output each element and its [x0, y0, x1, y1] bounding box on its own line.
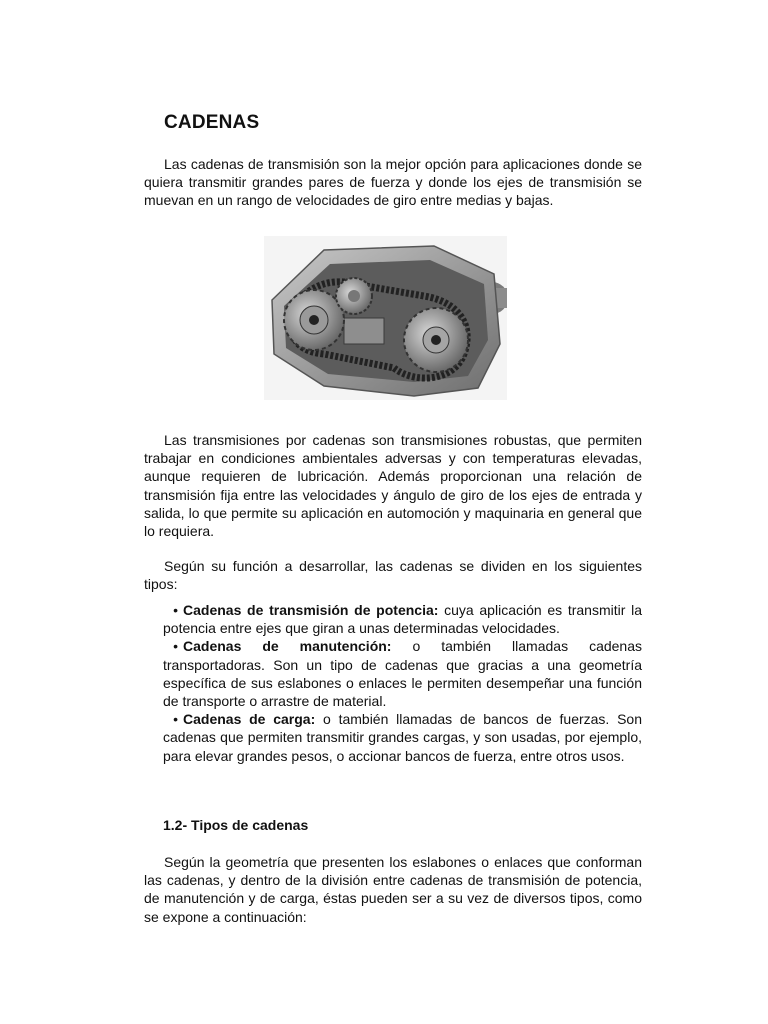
types-intro-paragraph — [144, 557, 642, 593]
types-intro-text: Según su función a desarrollar, las cadenas se dividen en los siguientes tipos: — [144, 558, 642, 593]
intro-text: Las cadenas de transmisión son la mejor opción para aplicaciones donde se quiera transmitir grandes pares de fuerza y donde los ejes de transmisión se muevan en un rango de velocidades de giro entre medias y bajas. — [144, 156, 642, 209]
list-item: • Cadenas de carga: o también llamadas de bancos de fuerzas. Son cadenas que permiten transmitir grandes cargas, y son usadas, por ejemplo, para elevar grandes pesos, o accionar bancos de fuerza, entre otros usos. — [163, 711, 642, 764]
robust-paragraph — [144, 431, 642, 540]
list-item: • Cadenas de manutención: o también llamadas cadenas transportadoras. Son un tipo de cadenas que gracias a una geometría específica de sus eslabones o enlaces le permiten desempeñar una función de transporte o arrastre de material. — [163, 638, 642, 710]
chain-types-list — [163, 601, 642, 765]
list-item: • Cadenas de transmisión de potencia: cuya aplicación es transmitir la potencia entre ejes que giran a unas determinadas velocidades. — [163, 602, 643, 637]
section-subheading: 1.2- Tipos de cadenas — [163, 817, 309, 833]
chain-transmission-image — [264, 236, 507, 400]
list-item-text: o también llamadas de bancos de fuerzas. Son cadenas que permiten transmitir grandes cargas, y son usadas, por ejemplo, para elevar grandes pesos, o accionar bancos de fuerza, entre otros usos. — [163, 711, 642, 764]
page-title: CADENAS — [164, 112, 260, 133]
geometry-paragraph — [144, 853, 642, 926]
idler-sprocket — [336, 278, 372, 314]
geometry-text: Según la geometría que presenten los eslabones o enlaces que conforman las cadenas, y dentro de la división entre cadenas de transmisión de potencia, de manutención y de carga, éstas pueden ser a su vez de diversos tipos, como se expone a continuación: — [144, 854, 642, 925]
chain-transmission-illustration — [264, 236, 507, 400]
list-item-term: Cadenas de transmisión de potencia: — [183, 602, 439, 618]
list-item-term: Cadenas de carga: — [183, 711, 316, 728]
left-sprocket — [284, 290, 344, 350]
intro-paragraph — [144, 155, 642, 210]
list-item-text: cuya aplicación es transmitir la potencia entre ejes que giran a unas determinadas velocidades. — [163, 602, 643, 637]
list-item-text: o también llamadas cadenas transportadoras. Son un tipo de cadenas que gracias a una geometría específica de sus eslabones o enlaces le permiten desempeñar una función de transporte o arrastre de material. — [163, 638, 642, 710]
list-item-term: Cadenas de manutención: — [183, 638, 392, 655]
robust-text: Las transmisiones por cadenas son transmisiones robustas, que permiten trabajar en condiciones ambientales adversas y con temperaturas elevadas, aunque requieren de lubricación. Además proporcionan una relación de transmisión fija entre las velocidades y ángulo de giro de los ejes de entrada y salida, lo que permite su aplicación en automoción y maquinaria en general que lo requiera. — [144, 432, 642, 540]
right-sprocket — [404, 308, 468, 372]
